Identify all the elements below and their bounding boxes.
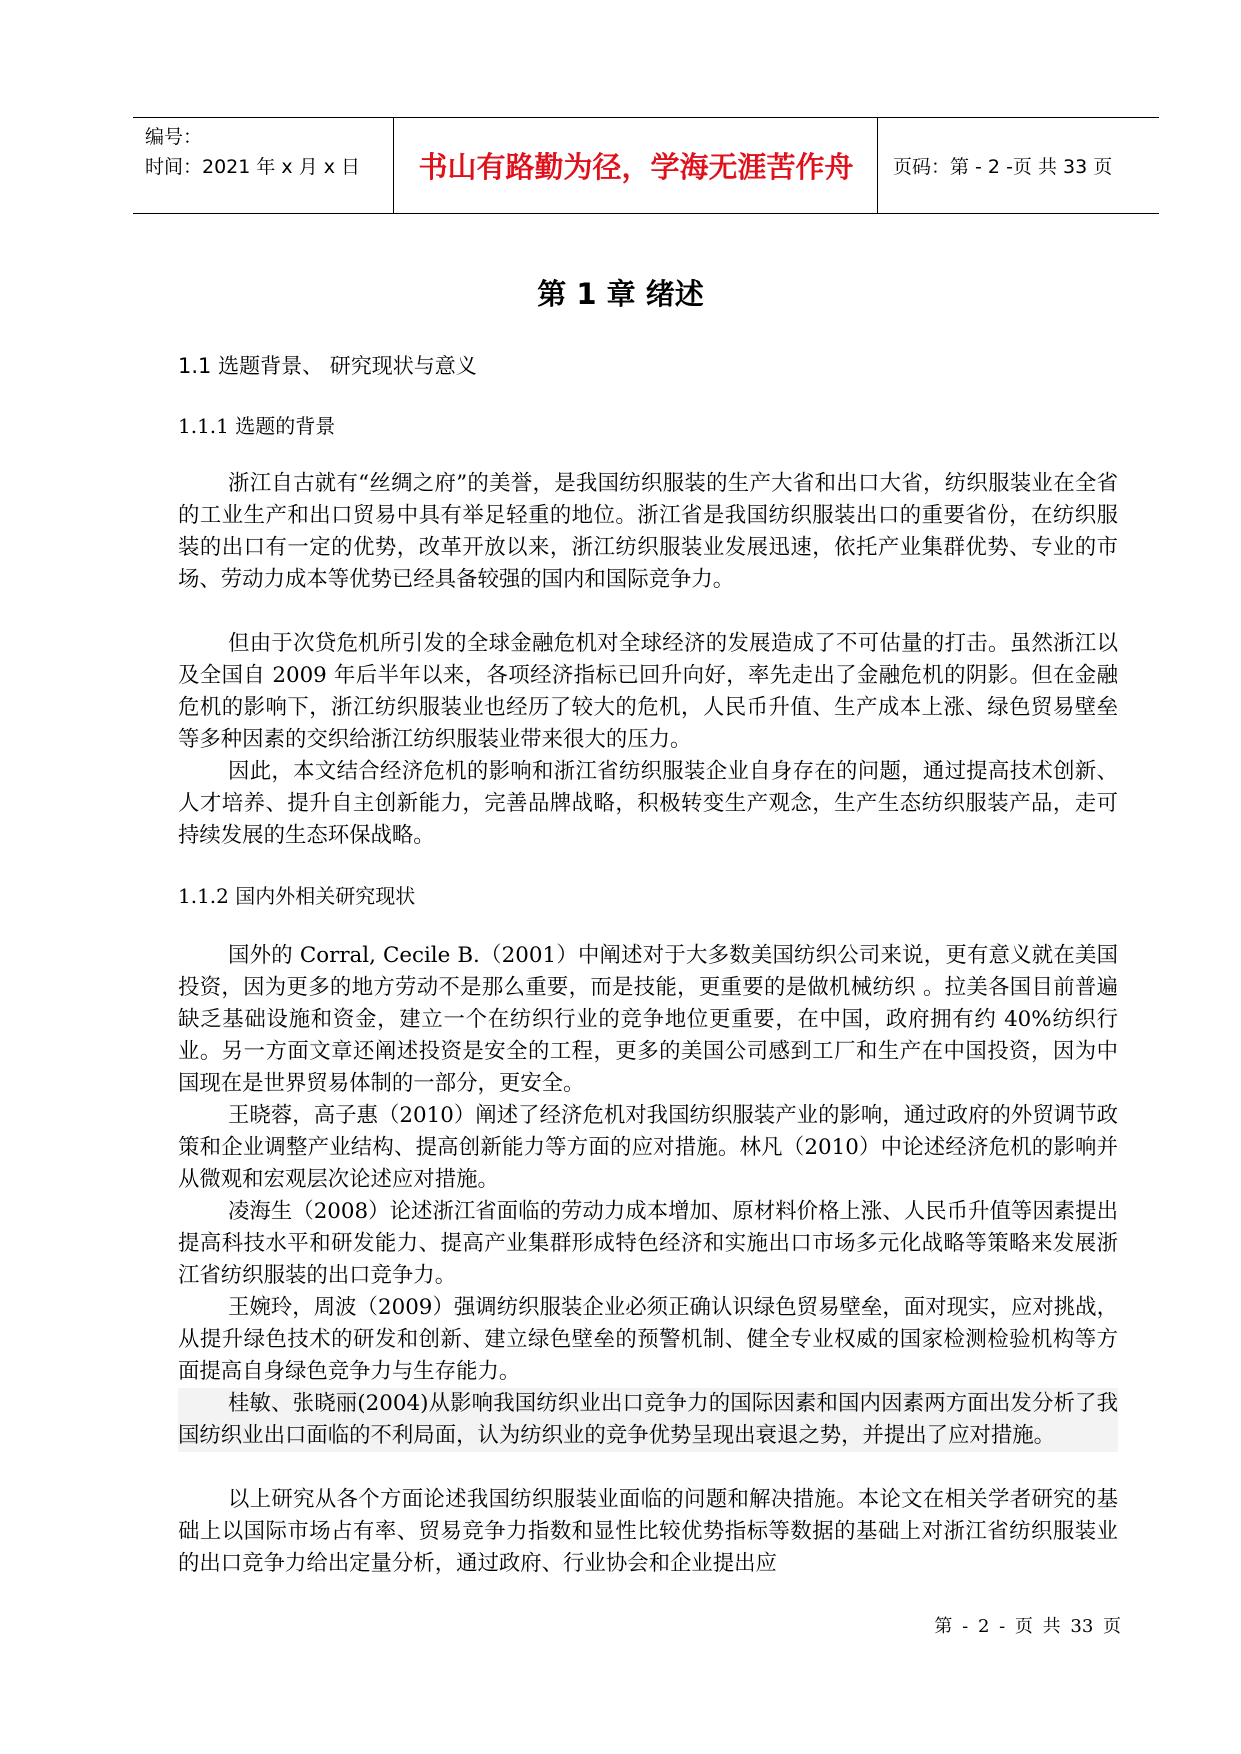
body-paragraph: 王婉玲，周波（2009）强调纺织服装企业必须正确认识绿色贸易壁垒，面对现实，应对挑战，从提升绿色技术的研发和创新、建立绿色壁垒的预警机制、健全专业权威的国家检测检验机构等方面提高自身绿色竞争力与生存能力。 (178, 1295, 1118, 1384)
body-paragraph: 因此，本文结合经济危机的影响和浙江省纺织服装企业自身存在的问题，通过提高技术创新、人才培养、提升自主创新能力，完善品牌战略，积极转变生产观念，生产生态纺织服装产品，走可持续发展的生态环保战略。 (178, 759, 1118, 848)
section-heading-1-1-2: 1.1.2 国内外相关研究现状 (178, 884, 416, 908)
header-page-code: 页码：第 - 2 -页 共 33 页 (893, 156, 1113, 178)
header-number-label: 编号： (145, 126, 203, 148)
header-divider (393, 118, 394, 213)
header-divider (877, 118, 878, 213)
section-heading-1-1-1: 1.1.1 选题的背景 (178, 414, 336, 438)
header-meta (145, 122, 360, 182)
body-paragraph: 以上研究从各个方面论述我国纺织服装业面临的问题和解决措施。本论文在相关学者研究的基础上以国际市场占有率、贸易竞争力指数和显性比较优势指标等数据的基础上对浙江省纺织服装业的出口竞争力给出定量分析，通过政府、行业协会和企业提出应 (178, 1487, 1118, 1576)
body-paragraph: 浙江自古就有“丝绸之府”的美誉，是我国纺织服装的生产大省和出口大省，纺织服装业在全省的工业生产和出口贸易中具有举足轻重的地位。浙江省是我国纺织服装出口的重要省份，在纺织服装的出口有一定的优势，改革开放以来，浙江纺织服装业发展迅速，依托产业集群优势、专业的市场、劳动力成本等优势已经具备较强的国内和国际竞争力。 (178, 471, 1118, 592)
body-paragraph-highlighted: 桂敏、张晓丽(2004)从影响我国纺织业出口竞争力的国际因素和国内因素两方面出发分析了我国纺织业出口面临的不利局面，认为纺织业的竞争优势呈现出衰退之势，并提出了应对措施。 (178, 1388, 1118, 1452)
section-heading-1-1: 1.1 选题背景、 研究现状与意义 (178, 354, 477, 378)
header-table (133, 117, 1159, 214)
body-paragraph: 凌海生（2008）论述浙江省面临的劳动力成本增加、原材料价格上涨、人民币升值等因素提出提高科技水平和研发能力、提高产业集群形成特色经济和实施出口市场多元化战略等策略来发展浙江省纺织服装的出口竞争力。 (178, 1199, 1118, 1288)
page-footer: 第 - 2 - 页 共 33 页 (934, 1616, 1121, 1637)
body-paragraph: 王晓蓉，高子惠（2010）阐述了经济危机对我国纺织服装产业的影响，通过政府的外贸调节政策和企业调整产业结构、提高创新能力等方面的应对措施。林凡（2010）中论述经济危机的影响并从微观和宏观层次论述应对措施。 (178, 1103, 1118, 1192)
chapter-title: 第 1 章 绪述 (537, 277, 704, 311)
header-time-label: 时间：2021 年 x 月 x 日 (145, 156, 361, 178)
body-paragraph: 国外的 Corral, Cecile B.（2001）中阐述对于大多数美国纺织公司来说，更有意义就在美国投资，因为更多的地方劳动不是那么重要，而是技能，更重要的是做机械纺织 。拉美各国目前普遍缺乏基础设施和资金，建立一个在纺织行业的竞争地位更重要，在中国，政府拥有约 40%纺织行业。另一方面文章还阐述投资是安全的工程，更多的美国公司感到工厂和生产在中国投资，因为中国现在是世界贸易体制的一部分，更安全。 (178, 943, 1118, 1096)
header-motto: 书山有路勤为径，学海无涯苦作舟 (418, 150, 854, 184)
body-paragraph: 但由于次贷危机所引发的全球金融危机对全球经济的发展造成了不可估量的打击。虽然浙江以及全国自 2009 年后半年以来，各项经济指标已回升向好，率先走出了金融危机的阴影。但在金融危机的影响下，浙江纺织服装业也经历了较大的危机，人民币升值、生产成本上涨、绿色贸易壁垒等多种因素的交织给浙江纺织服装业带来很大的压力。 (178, 631, 1118, 752)
